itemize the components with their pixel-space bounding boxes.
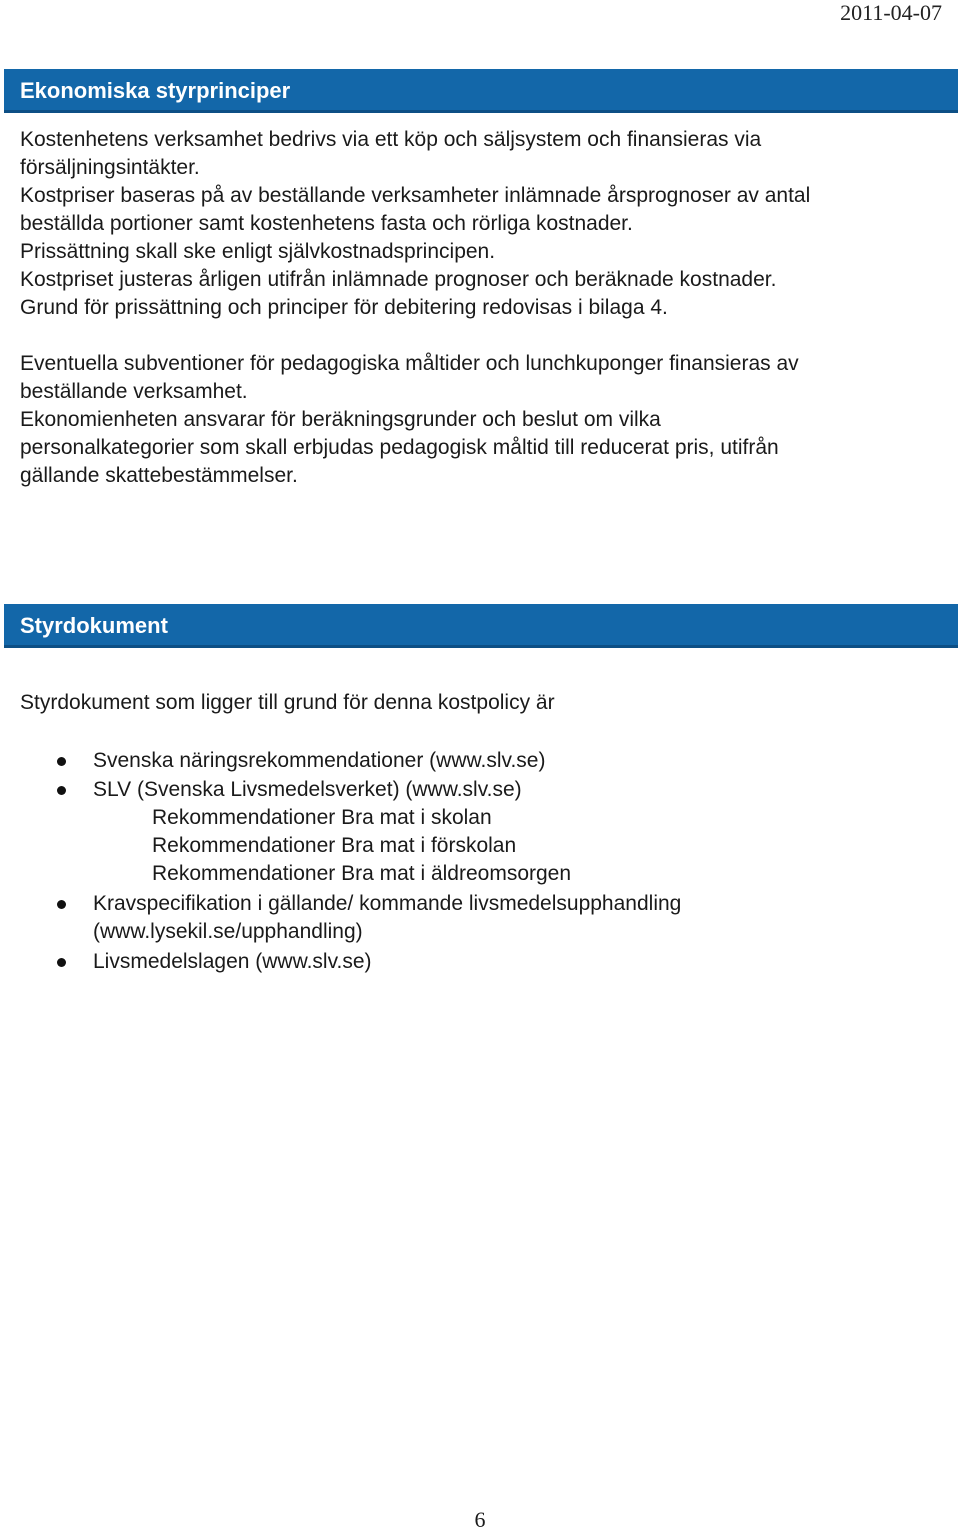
paragraph-line: Kostpriser baseras på av beställande verksamheter inlämnade årsprognoser av antal — [20, 184, 811, 207]
paragraph-line: försäljningsintäkter. — [20, 156, 200, 179]
list-item-text: Kravspecifikation i gällande/ kommande livsmedelsupphandling — [93, 892, 682, 915]
list-item-text: Svenska näringsrekommendationer (www.slv.se) — [93, 749, 546, 772]
paragraph-line: Kostpriset justeras årligen utifrån inlämnade prognoser och beräknade kostnader. — [20, 268, 777, 291]
list-item-text: (www.lysekil.se/upphandling) — [93, 920, 363, 943]
list-item-text: SLV (Svenska Livsmedelsverket) (www.slv.se) — [93, 778, 522, 801]
styrdokument-intro: Styrdokument som ligger till grund för denna kostpolicy är — [20, 691, 555, 714]
paragraph-pricing — [20, 126, 810, 322]
paragraph-line: beställande verksamhet. — [20, 380, 248, 403]
document-date: 2011-04-07 — [840, 0, 942, 25]
paragraph-line: gällande skattebestämmelser. — [20, 464, 298, 487]
section-heading-ekonomiska-styrprinciper: Ekonomiska styrprinciper — [4, 69, 958, 113]
paragraph-subsidies — [20, 350, 799, 490]
paragraph-line: Ekonomienheten ansvarar för beräkningsgrunder och beslut om vilka — [20, 408, 661, 431]
sub-list-item-text: Rekommendationer Bra mat i förskolan — [152, 834, 517, 857]
sub-list-item-text: Rekommendationer Bra mat i skolan — [152, 806, 492, 829]
list-item-text: Livsmedelslagen (www.slv.se) — [93, 950, 372, 973]
section-heading-styrdokument: Styrdokument — [4, 604, 958, 648]
sub-list-item-text: Rekommendationer Bra mat i äldreomsorgen — [152, 862, 572, 885]
paragraph-line: personalkategorier som skall erbjudas pedagogisk måltid till reducerat pris, utifrån — [20, 436, 779, 459]
bullet-icon — [57, 786, 66, 795]
paragraph-line: Prissättning skall ske enligt självkostnadsprincipen. — [20, 240, 496, 263]
paragraph-line: Kostenhetens verksamhet bedrivs via ett köp och säljsystem och finansieras via — [20, 128, 762, 151]
bullet-icon — [57, 757, 66, 766]
paragraph-line: beställda portioner samt kostenhetens fasta och rörliga kostnader. — [20, 212, 633, 235]
bullet-icon — [57, 958, 66, 967]
paragraph-line: Grund för prissättning och principer för debitering redovisas i bilaga 4. — [20, 296, 668, 319]
bullet-icon — [57, 900, 66, 909]
paragraph-line: Eventuella subventioner för pedagogiska måltider och lunchkuponger finansieras av — [20, 352, 799, 375]
page-number: 6 — [474, 1507, 486, 1532]
